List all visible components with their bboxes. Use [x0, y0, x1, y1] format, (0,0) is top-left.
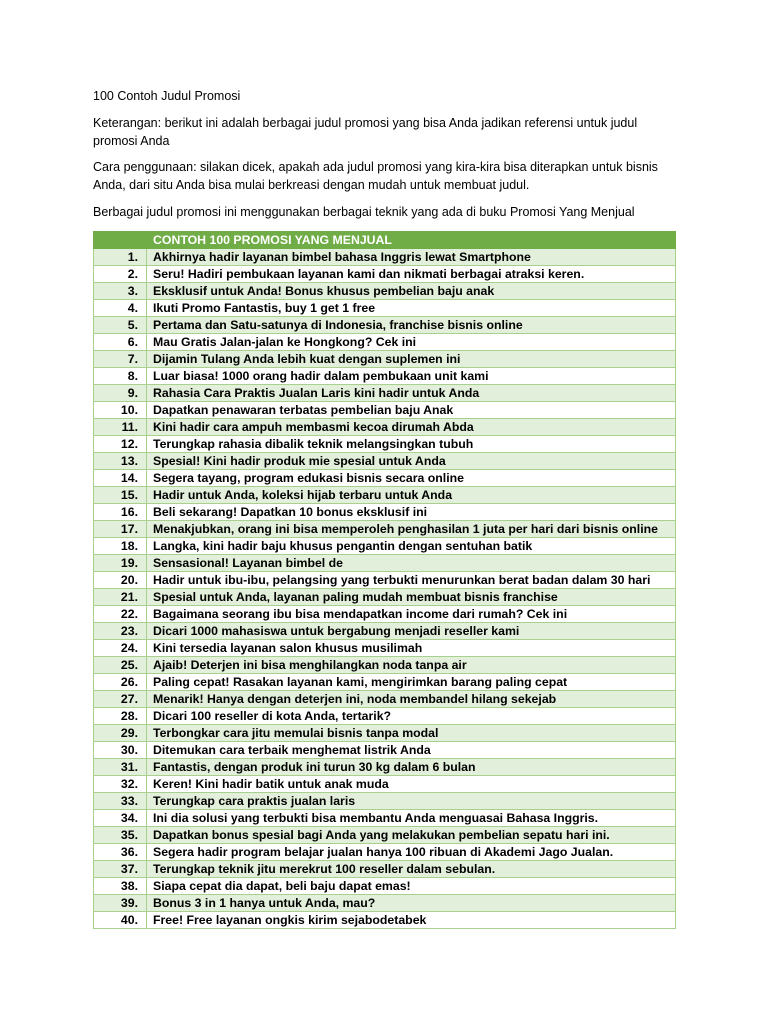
row-number: 5.	[94, 317, 147, 334]
table-row	[94, 283, 676, 300]
table-row	[94, 674, 676, 691]
table-row	[94, 334, 676, 351]
row-number: 19.	[94, 555, 147, 572]
table-row	[94, 351, 676, 368]
row-number: 14.	[94, 470, 147, 487]
table-row	[94, 266, 676, 283]
row-promo-title: Dicari 1000 mahasiswa untuk bergabung menjadi reseller kami	[147, 623, 676, 640]
table-row	[94, 368, 676, 385]
document-title: 100 Contoh Judul Promosi	[93, 89, 241, 103]
row-number: 31.	[94, 759, 147, 776]
table-row	[94, 453, 676, 470]
row-promo-title: Ikuti Promo Fantastis, buy 1 get 1 free	[147, 300, 676, 317]
row-number: 40.	[94, 912, 147, 929]
table-row	[94, 623, 676, 640]
row-number: 4.	[94, 300, 147, 317]
table-row	[94, 640, 676, 657]
row-number: 38.	[94, 878, 147, 895]
row-promo-title: Spesial! Kini hadir produk mie spesial untuk Anda	[147, 453, 676, 470]
table-row	[94, 538, 676, 555]
row-number: 9.	[94, 385, 147, 402]
row-number: 18.	[94, 538, 147, 555]
table-row	[94, 793, 676, 810]
row-promo-title: Spesial untuk Anda, layanan paling mudah membuat bisnis franchise	[147, 589, 676, 606]
row-promo-title: Ditemukan cara terbaik menghemat listrik Anda	[147, 742, 676, 759]
table-row	[94, 895, 676, 912]
row-promo-title: Hadir untuk ibu-ibu, pelangsing yang terbukti menurunkan berat badan dalam 30 hari	[147, 572, 676, 589]
row-number: 2.	[94, 266, 147, 283]
row-number: 24.	[94, 640, 147, 657]
row-promo-title: Sensasional! Layanan bimbel de	[147, 555, 676, 572]
table-header-title: CONTOH 100 PROMOSI YANG MENJUAL	[147, 232, 676, 249]
row-number: 1.	[94, 249, 147, 266]
row-number: 16.	[94, 504, 147, 521]
table-row	[94, 504, 676, 521]
row-number: 25.	[94, 657, 147, 674]
row-promo-title: Bagaimana seorang ibu bisa mendapatkan income dari rumah? Cek ini	[147, 606, 676, 623]
row-promo-title: Terungkap rahasia dibalik teknik melangsingkan tubuh	[147, 436, 676, 453]
row-promo-title: Rahasia Cara Praktis Jualan Laris kini hadir untuk Anda	[147, 385, 676, 402]
table-row	[94, 436, 676, 453]
row-promo-title: Kini hadir cara ampuh membasmi kecoa dirumah Abda	[147, 419, 676, 436]
keterangan-paragraph: Keterangan: berikut ini adalah berbagai judul promosi yang bisa Anda jadikan referensi untuk judul promosi Anda	[93, 116, 638, 148]
row-number: 20.	[94, 572, 147, 589]
row-number: 10.	[94, 402, 147, 419]
row-number: 33.	[94, 793, 147, 810]
row-number: 30.	[94, 742, 147, 759]
row-promo-title: Menakjubkan, orang ini bisa memperoleh penghasilan 1 juta per hari dari bisnis online	[147, 521, 676, 538]
table-row	[94, 385, 676, 402]
promo-table	[93, 231, 676, 929]
table-row	[94, 300, 676, 317]
row-promo-title: Kini tersedia layanan salon khusus musilimah	[147, 640, 676, 657]
table-row	[94, 844, 676, 861]
row-number: 15.	[94, 487, 147, 504]
row-number: 37.	[94, 861, 147, 878]
table-row	[94, 742, 676, 759]
teknik-paragraph: Berbagai judul promosi ini menggunakan berbagai teknik yang ada di buku Promosi Yang Menjual	[93, 205, 635, 219]
row-promo-title: Beli sekarang! Dapatkan 10 bonus eksklusif ini	[147, 504, 676, 521]
row-number: 13.	[94, 453, 147, 470]
row-promo-title: Paling cepat! Rasakan layanan kami, mengirimkan barang paling cepat	[147, 674, 676, 691]
table-row	[94, 878, 676, 895]
row-number: 39.	[94, 895, 147, 912]
table-row	[94, 572, 676, 589]
row-promo-title: Fantastis, dengan produk ini turun 30 kg dalam 6 bulan	[147, 759, 676, 776]
row-promo-title: Eksklusif untuk Anda! Bonus khusus pembelian baju anak	[147, 283, 676, 300]
table-row	[94, 776, 676, 793]
table-header-row	[94, 232, 676, 249]
row-number: 12.	[94, 436, 147, 453]
row-number: 34.	[94, 810, 147, 827]
row-promo-title: Siapa cepat dia dapat, beli baju dapat emas!	[147, 878, 676, 895]
row-promo-title: Ini dia solusi yang terbukti bisa membantu Anda menguasai Bahasa Inggris.	[147, 810, 676, 827]
row-promo-title: Hadir untuk Anda, koleksi hijab terbaru untuk Anda	[147, 487, 676, 504]
row-promo-title: Langka, kini hadir baju khusus pengantin dengan sentuhan batik	[147, 538, 676, 555]
row-promo-title: Free! Free layanan ongkis kirim sejabodetabek	[147, 912, 676, 929]
row-number: 32.	[94, 776, 147, 793]
row-number: 22.	[94, 606, 147, 623]
table-row	[94, 487, 676, 504]
row-number: 7.	[94, 351, 147, 368]
row-promo-title: Dapatkan penawaran terbatas pembelian baju Anak	[147, 402, 676, 419]
table-row	[94, 725, 676, 742]
table-row	[94, 810, 676, 827]
row-number: 27.	[94, 691, 147, 708]
table-row	[94, 317, 676, 334]
row-promo-title: Terbongkar cara jitu memulai bisnis tanpa modal	[147, 725, 676, 742]
table-row	[94, 827, 676, 844]
row-number: 8.	[94, 368, 147, 385]
row-promo-title: Terungkap teknik jitu merekrut 100 reseller dalam sebulan.	[147, 861, 676, 878]
row-number: 3.	[94, 283, 147, 300]
row-promo-title: Mau Gratis Jalan-jalan ke Hongkong? Cek ini	[147, 334, 676, 351]
row-promo-title: Segera hadir program belajar jualan hanya 100 ribuan di Akademi Jago Jualan.	[147, 844, 676, 861]
table-row	[94, 759, 676, 776]
row-promo-title: Akhirnya hadir layanan bimbel bahasa Inggris lewat Smartphone	[147, 249, 676, 266]
row-promo-title: Pertama dan Satu-satunya di Indonesia, franchise bisnis online	[147, 317, 676, 334]
row-promo-title: Bonus 3 in 1 hanya untuk Anda, mau?	[147, 895, 676, 912]
table-row	[94, 912, 676, 929]
row-promo-title: Dicari 100 reseller di kota Anda, tertarik?	[147, 708, 676, 725]
row-number: 36.	[94, 844, 147, 861]
row-number: 6.	[94, 334, 147, 351]
table-row	[94, 470, 676, 487]
table-row	[94, 249, 676, 266]
row-number: 29.	[94, 725, 147, 742]
row-promo-title: Terungkap cara praktis jualan laris	[147, 793, 676, 810]
table-row	[94, 555, 676, 572]
table-row	[94, 589, 676, 606]
row-number: 26.	[94, 674, 147, 691]
row-number: 17.	[94, 521, 147, 538]
table-row	[94, 419, 676, 436]
row-number: 23.	[94, 623, 147, 640]
row-promo-title: Dijamin Tulang Anda lebih kuat dengan suplemen ini	[147, 351, 676, 368]
cara-penggunaan-paragraph: Cara penggunaan: silakan dicek, apakah ada judul promosi yang kira-kira bisa diterapkan untuk bisnis Anda, dari situ Anda bisa mulai berkreasi dengan mudah untuk membuat judul.	[93, 160, 658, 192]
table-row	[94, 402, 676, 419]
row-promo-title: Ajaib! Deterjen ini bisa menghilangkan noda tanpa air	[147, 657, 676, 674]
table-row	[94, 691, 676, 708]
row-promo-title: Luar biasa! 1000 orang hadir dalam pembukaan unit kami	[147, 368, 676, 385]
row-number: 28.	[94, 708, 147, 725]
table-header-number-cell	[94, 232, 147, 249]
row-number: 21.	[94, 589, 147, 606]
table-row	[94, 708, 676, 725]
table-row	[94, 521, 676, 538]
table-row	[94, 606, 676, 623]
row-number: 35.	[94, 827, 147, 844]
table-row	[94, 657, 676, 674]
row-promo-title: Menarik! Hanya dengan deterjen ini, noda membandel hilang sekejab	[147, 691, 676, 708]
row-promo-title: Dapatkan bonus spesial bagi Anda yang melakukan pembelian sepatu hari ini.	[147, 827, 676, 844]
row-promo-title: Segera tayang, program edukasi bisnis secara online	[147, 470, 676, 487]
table-row	[94, 861, 676, 878]
row-promo-title: Seru! Hadiri pembukaan layanan kami dan nikmati berbagai atraksi keren.	[147, 266, 676, 283]
row-number: 11.	[94, 419, 147, 436]
row-promo-title: Keren! Kini hadir batik untuk anak muda	[147, 776, 676, 793]
